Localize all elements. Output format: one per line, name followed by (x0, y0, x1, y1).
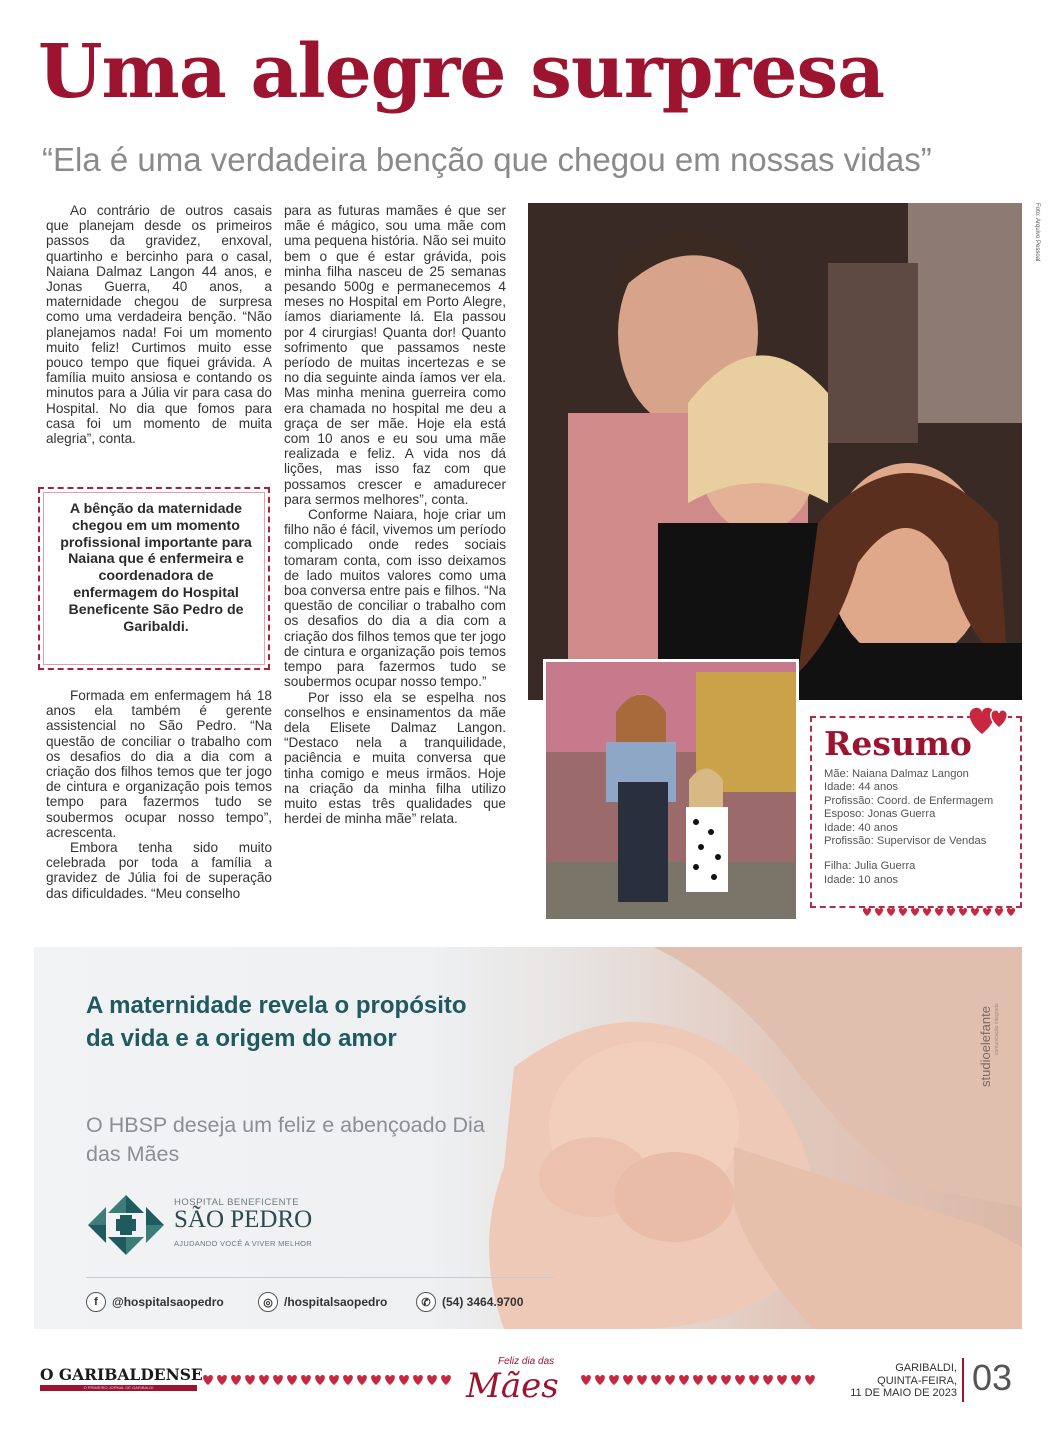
article-paragraph: Formada em enfermagem há 18 anos ela também é gerente assistencial no São Pedro. “Na questão de conciliar o trabalho com os desafios do dia a dia com a criação dos filhos temos que ter jogo de cintura e organização pois temos tempo para fazermos tudo se soubermos ocupar nosso tempo”, acrescenta. (46, 688, 272, 840)
ad-subtext: O HBSP deseja um feliz e abençoado Dia das Mães (86, 1113, 485, 1166)
logo-name: SÃO PEDRO (174, 1206, 313, 1233)
logo-small-text: HOSPITAL BENEFICENTE (174, 1197, 300, 1208)
agency-credit: studioelefante (978, 1006, 993, 1087)
footer-logo-maes: Mães (466, 1366, 559, 1406)
hospital-advertisement (34, 947, 1022, 1329)
ad-divider (86, 1277, 554, 1278)
footer-hearts-right (580, 1373, 830, 1385)
ad-headline: A maternidade revela o propósito da vida e a origem do amor (86, 992, 467, 1052)
article-paragraph: Embora tenha sido muito celebrada por toda a família a gravidez de Júlia foi de superação das dificuldades. “Meu conselho (46, 840, 272, 901)
instagram-contact[interactable] (258, 1291, 387, 1313)
page-number: 03 (972, 1357, 1013, 1398)
article-paragraph: Conforme Naiara, hoje criar um filho não é fácil, vivemos um período complicado onde redes sociais tomaram conta, com isso deixamos de lado muitos valores como uma boa conversa entre pais e filhos. “Na questão de conciliar o trabalho com os desafios do dia a dia com a criação dos filhos temos que ter jogo de cintura e organização pois temos tempo para fazermos tudo se soubermos ocupar nosso tempo.” (284, 507, 506, 690)
resumo-title: Resumo (824, 724, 972, 763)
instagram-icon: ◎ (258, 1292, 278, 1312)
phone-icon: ✆ (416, 1292, 436, 1312)
carousel-photo-illustration (546, 662, 796, 919)
instagram-handle: /hospitalsaopedro (284, 1295, 388, 1309)
resumo-box (810, 716, 1022, 908)
resumo-line: Filha: Julia Guerra (824, 860, 916, 873)
resumo-line: Profissão: Supervisor de Vendas (824, 835, 987, 848)
resumo-line: Esposo: Jonas Guerra (824, 808, 936, 821)
phone-number: (54) 3464.9700 (442, 1295, 524, 1309)
hearts-decoration (862, 904, 1022, 914)
agency-subtitle: comunicação integrada (994, 1003, 1000, 1055)
facebook-icon: f (86, 1292, 106, 1312)
footer-date-line: QUINTA-FEIRA, (877, 1374, 957, 1387)
article-paragraph: para as futuras mamães é que ser mãe é mágico, sou uma mãe com uma pequena história. Não sei muito bem o que é estar grávida, pois minha filha nasceu de 25 semanas pesando 500g e permanecemos 4 meses no Hospital em Porto Alegre, íamos diariamente lá. Ela passou por 4 cirurgias! Quanta dor! Quanto sofrimento que passamos neste período de muitas incertezas e se no dia seguinte ainda íamos ver ela. Mas minha menina guerreira como era chamada no hospital me deu a graça de ser mãe. Hoje ela está com 10 anos e eu sou uma mãe realizada e feliz. A vida nos dá lições, mas isso faz com que possamos crescer e amadurecer para sermos melhores”, conta. (284, 203, 506, 507)
facebook-contact[interactable] (86, 1291, 224, 1313)
footer-divider (962, 1358, 964, 1402)
article-column-1 (46, 203, 272, 446)
pull-quote-text: A bênção da maternidade chegou em um momento profissional importante para Naiana que é enfermeira e coordenadora de enfermagem do Hospital Beneficente São Pedro de Garibaldi. (60, 501, 252, 635)
article-paragraph: Por isso ela se espelha nos conselhos e ensinamentos da mãe dela Elisete Dalmaz Langon. “Destaco nela a tranquilidade, paciência e muita conversa que tinha comigo e meus irmãos. Hoje na criação da minha filha utilizo muito estas três qualidades que herdei de minha mãe” relata. (284, 689, 506, 827)
family-photo (528, 203, 1022, 700)
phone-contact[interactable] (416, 1291, 523, 1313)
footer-date-line: GARIBALDI, (895, 1362, 957, 1374)
photo-credit: Foto: Arquivo Pessoal (1034, 203, 1040, 262)
hospital-logo (86, 1193, 326, 1257)
resumo-facts (824, 768, 1010, 887)
facebook-handle: @hospitalsaopedro (112, 1295, 224, 1309)
mother-daughter-photo (543, 659, 799, 922)
footer-date (822, 1362, 957, 1400)
footer-logo-small: Feliz dia das (498, 1356, 555, 1367)
hearts-icon (965, 700, 1015, 740)
resumo-line: Mãe: Naiana Dalmaz Langon (824, 768, 969, 780)
hearts-row-icon (580, 1374, 830, 1386)
article-column-2 (284, 203, 506, 826)
newspaper-name: O GARIBALDENSE (40, 1365, 203, 1384)
article-column-1-continued (46, 688, 272, 901)
headline: Uma alegre surpresa (38, 29, 885, 115)
resumo-line: Idade: 10 anos (824, 873, 899, 886)
hearts-row-icon (862, 907, 1022, 917)
resumo-line: Profissão: Coord. de Enfermagem (824, 794, 994, 807)
article-paragraph: Ao contrário de outros casais que planejam desde os primeiros passos da gravidez, enxoval, quartinho e bercinho para o casal, Naiana Dalmaz Langon 44 anos, e Jonas Guerra, 40 anos, a maternidade chegou de surpresa como uma verdadeira benção. “Não planejamos nada! Foi um momento muito feliz! Curtimos muito esse pouco tempo que fiquei grávida. A família muito ansiosa e contando os minutos para a Júlia vir para casa do Hospital. No dia que fomos para casa foi um momento de muita alegria”, conta. (46, 203, 272, 447)
hearts-row-icon (202, 1374, 460, 1386)
pull-quote-box (38, 487, 270, 670)
ad-contacts (86, 1291, 606, 1313)
newspaper-tagline: O PRIMEIRO JORNAL DE GARIBALDI (40, 1385, 197, 1391)
footer-hearts-left (202, 1373, 460, 1385)
family-photo-illustration (528, 203, 1022, 700)
hospital-cross-icon (86, 1193, 166, 1257)
resumo-line: Idade: 44 anos (824, 781, 899, 794)
logo-tagline: AJUDANDO VOCÊ A VIVER MELHOR (174, 1239, 313, 1248)
subheadline-quote: “Ela é uma verdadeira benção que chegou em nossas vidas” (42, 141, 932, 178)
resumo-line: Idade: 40 anos (824, 821, 899, 834)
footer-date-line: 11 DE MAIO DE 2023 (850, 1387, 957, 1399)
